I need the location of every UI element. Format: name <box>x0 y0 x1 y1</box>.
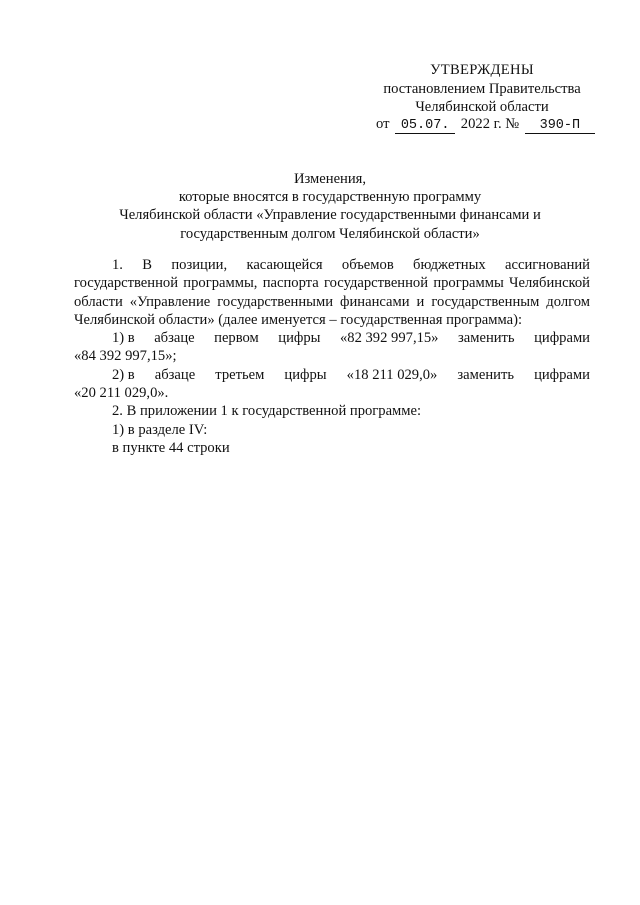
approval-stamp <box>372 61 592 117</box>
item-2-word: цифрами <box>534 366 590 383</box>
item-1-word: первом <box>214 330 259 347</box>
date-value: 05.07. <box>395 118 455 134</box>
item-2-word: «18 211 029,0» <box>346 366 438 383</box>
paragraph-1: 1. В позиции, касающейся объемов бюджетных ассигнований государственной программы, паспорта государственной программы Челябинской области «Управление государственными финансами и государственным долгом Челябинской области» (далее именуется – государственная программа): <box>74 257 590 328</box>
point-reference: в пункте 44 строки <box>112 439 230 456</box>
approval-line-2: Челябинской области <box>415 99 549 115</box>
document-body <box>74 256 590 457</box>
item-1-line <box>74 329 590 347</box>
item-1 <box>74 329 590 366</box>
item-1-word: цифры <box>278 330 321 347</box>
item-1-word: 1) в <box>112 330 135 347</box>
approval-dateline <box>376 116 596 134</box>
approval-title: УТВЕРЖДЕНЫ <box>430 62 534 78</box>
heading-line-3: Челябинской области «Управление государственными финансами и <box>119 207 541 224</box>
item-1-word: абзаце <box>154 330 195 347</box>
item-1-word: «82 392 997,15» <box>339 330 439 347</box>
decree-number: 390-П <box>525 118 595 134</box>
year-text: 2022 г. № <box>460 116 520 132</box>
paragraph-2: 2. В приложении 1 к государственной программе: <box>112 403 422 420</box>
item-2-word: абзаце <box>154 366 196 383</box>
heading-line-1: Изменения, <box>293 171 367 187</box>
item-2-word: третьем <box>215 366 265 383</box>
heading-line-4: государственным долгом Челябинской области» <box>180 225 480 242</box>
section-reference: 1) в разделе IV: <box>112 421 208 438</box>
item-2-line <box>74 366 590 384</box>
item-2-continuation: «20 211 029,0». <box>74 385 169 402</box>
item-2-word: заменить <box>457 366 514 383</box>
item-2 <box>74 366 590 403</box>
item-2-word: 2) в <box>112 366 135 383</box>
item-1-word: цифрами <box>534 330 590 347</box>
item-1-continuation: «84 392 997,15»; <box>74 348 177 365</box>
date-prefix: от <box>376 116 390 132</box>
heading-line-2: которые вносятся в государственную программу <box>178 189 482 206</box>
document-heading <box>70 170 590 243</box>
item-2-word: цифры <box>284 366 327 383</box>
item-1-word: заменить <box>457 330 515 347</box>
approval-line-1: постановлением Правительства <box>383 80 581 97</box>
